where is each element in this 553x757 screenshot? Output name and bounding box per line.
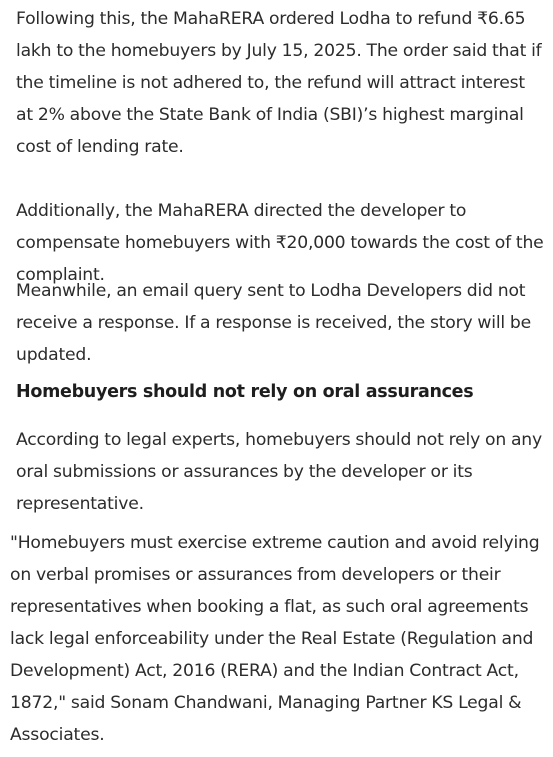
paragraph-compensation: Additionally, the MahaRERA directed the developer to compensate homebuyers with ₹20,000 towards the cost of the complaint. bbox=[16, 201, 544, 285]
section-subheading: Homebuyers should not rely on oral assurances bbox=[16, 382, 474, 402]
paragraph-quote: "Homebuyers must exercise extreme caution and avoid relying on verbal promises or assurances from developers or their representatives when booking a flat, as such oral agreements lack legal enforceability under the Real Estate (Regulation and Development) Act, 2016 (RERA) and the Indian Contract Act, 1872," said Sonam Chandwani, Managing Partner KS Legal & Associates. bbox=[10, 533, 540, 745]
paragraph-no-response: Meanwhile, an email query sent to Lodha Developers did not receive a response. If a response is received, the story will be updated. bbox=[16, 281, 532, 365]
paragraph-refund-order: Following this, the MahaRERA ordered Lodha to refund ₹6.65 lakh to the homebuyers by July 15, 2025. The order said that if the timeline is not adhered to, the refund will attract interest at 2% above the State Bank of India (SBI)’s highest marginal cost of lending rate. bbox=[16, 9, 542, 157]
paragraph-legal-experts: According to legal experts, homebuyers should not rely on any oral submissions or assurances by the developer or its representative. bbox=[16, 430, 542, 514]
